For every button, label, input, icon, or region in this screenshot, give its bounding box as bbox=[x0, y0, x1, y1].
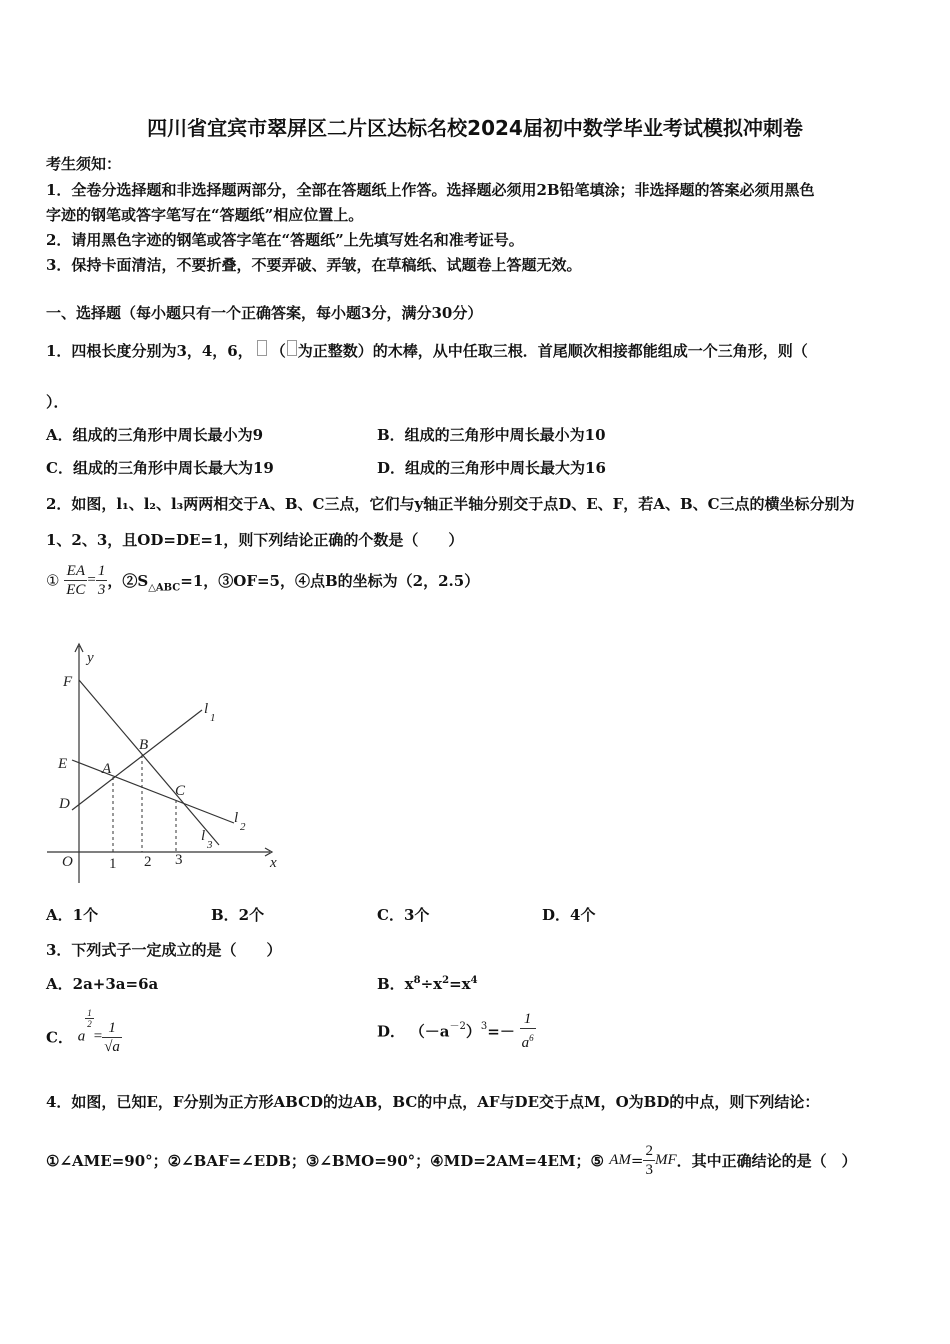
question-2-line2: 1、2、3，且OD=DE=1，则下列结论正确的个数是（ ） bbox=[46, 531, 464, 549]
q2-c3: =1，③OF=5，④点B的坐标为（2，2.5） bbox=[180, 572, 480, 590]
fraction-two-thirds bbox=[643, 1142, 655, 1179]
label-y: y bbox=[87, 650, 94, 666]
exp: －2 bbox=[449, 1021, 466, 1032]
label-e: E bbox=[58, 756, 68, 772]
q2-option-b: B．2个 bbox=[211, 906, 265, 924]
q4-c-tail: ．其中正确结论的是（ ） bbox=[676, 1152, 857, 1170]
label-d: D bbox=[59, 796, 70, 812]
q1-option-d: D．组成的三角形中周长最大为16 bbox=[377, 459, 606, 477]
equals-sign: = bbox=[93, 1028, 103, 1045]
q1-option-c: C．组成的三角形中周长最大为19 bbox=[46, 459, 274, 477]
notice-item: 3．保持卡面清洁，不要折叠，不要弄破、弄皱，在草稿纸、试题卷上答题无效。 bbox=[46, 256, 582, 274]
equals-sign: = bbox=[87, 572, 96, 588]
q3-b-mid: ÷x bbox=[420, 975, 443, 993]
fraction-one-over-a6 bbox=[520, 1010, 536, 1052]
q2-option-c: C．3个 bbox=[377, 906, 430, 924]
section-heading: 一、选择题（每小题只有一个正确答案，每小题3分，满分30分） bbox=[46, 304, 483, 322]
missing-glyph-icon bbox=[257, 340, 267, 356]
tick-2: 2 bbox=[144, 854, 152, 870]
label-l2-sub: 2 bbox=[240, 821, 246, 833]
frac-den: EC bbox=[66, 582, 86, 598]
q3-c-exponent bbox=[85, 1008, 94, 1029]
frac-den: √a bbox=[104, 1038, 120, 1055]
q3-option-d bbox=[377, 1010, 536, 1052]
label-l3-sub: 3 bbox=[207, 839, 213, 851]
tick-1: 1 bbox=[109, 856, 117, 872]
q2-c2: ，②S bbox=[107, 572, 149, 590]
label-l2: l bbox=[234, 810, 239, 826]
question-1-tail: ）． bbox=[46, 393, 69, 411]
frac-num: 2 bbox=[645, 1143, 653, 1159]
question-2-line1: 2．如图，l₁、l₂、l₃两两相交于A、B、C三点，它们与y轴正半轴分别交于点D、E、F，若A、B、C三点的横坐标分别为 bbox=[46, 495, 855, 513]
frac-den: 3 bbox=[645, 1162, 653, 1178]
notice-item: 1．全卷分选择题和非选择题两部分，全部在答题纸上作答。选择题必须用2B铅笔填涂；非选择题的答案必须用黑色 bbox=[46, 181, 815, 199]
q3-option-a: A．2a+3a=6a bbox=[46, 975, 159, 993]
missing-glyph-icon bbox=[287, 340, 297, 356]
frac-den: 2 bbox=[87, 1019, 92, 1029]
frac-num: EA bbox=[64, 562, 87, 581]
q3-c-label: C． bbox=[46, 1028, 73, 1047]
fraction-one-over-sqrt-a bbox=[102, 1019, 122, 1056]
frac-den bbox=[520, 1029, 536, 1052]
question-1-stem bbox=[46, 340, 808, 361]
label-b: B bbox=[139, 737, 149, 753]
q1-stem-b: （ bbox=[270, 342, 286, 360]
q4-conclusions bbox=[46, 1142, 857, 1179]
fraction-ea-ec bbox=[64, 562, 87, 599]
q3-option-c bbox=[46, 1008, 122, 1056]
label-l3: l bbox=[201, 828, 206, 844]
q4-c-rhs: MF bbox=[654, 1152, 677, 1168]
exp: 6 bbox=[529, 1033, 534, 1043]
question-4-stem: 4．如图，已知E，F分别为正方形ABCD的边AB，BC的中点，AF与DE交于点M，O为BD的中点，则下列结论： bbox=[46, 1093, 820, 1111]
q3-d-label: D． bbox=[377, 1022, 406, 1041]
frac-num: 1 bbox=[520, 1010, 536, 1029]
q3-option-b bbox=[377, 973, 478, 994]
q4-c-lhs: AM bbox=[609, 1152, 631, 1168]
label-c: C bbox=[175, 783, 186, 799]
question-3-stem: 3．下列式子一定成立的是（ ） bbox=[46, 941, 282, 959]
frac-num: 1 bbox=[102, 1019, 122, 1038]
exp: 2 bbox=[442, 975, 450, 986]
q2-conclusions bbox=[46, 562, 479, 599]
label-a: A bbox=[102, 761, 112, 777]
q3-b-mid2: =x bbox=[449, 975, 471, 993]
q2-c1-mark: ① bbox=[46, 571, 60, 590]
notice-item: 2．请用黑色字迹的钢笔或答字笔在“答题纸”上先填写姓名和准考证号。 bbox=[46, 231, 524, 249]
q3-c-base: a bbox=[77, 1028, 86, 1045]
q2-option-a: A．1个 bbox=[46, 906, 99, 924]
q1-option-b: B．组成的三角形中周长最小为10 bbox=[377, 426, 606, 444]
q3-d-eq: =－ bbox=[487, 1022, 515, 1041]
line-l3 bbox=[79, 680, 219, 845]
label-l1-sub: 1 bbox=[210, 712, 216, 724]
q3-d-expr: （－a bbox=[409, 1022, 450, 1041]
exp: 4 bbox=[470, 975, 478, 986]
q1-option-a: A．组成的三角形中周长最小为9 bbox=[46, 426, 264, 444]
frac-den: 3 bbox=[97, 582, 106, 598]
frac-num: 1 bbox=[87, 1008, 92, 1018]
label-x: x bbox=[270, 855, 277, 871]
label-f: F bbox=[63, 674, 73, 690]
equals-sign: = bbox=[630, 1151, 644, 1170]
label-l1: l bbox=[204, 701, 209, 717]
page-title: 四川省宜宾市翠屏区二片区达标名校2024届初中数学毕业考试模拟冲刺卷 bbox=[147, 116, 803, 140]
exp: 8 bbox=[413, 975, 421, 986]
label-o: O bbox=[62, 854, 73, 870]
tick-3: 3 bbox=[175, 852, 183, 868]
q3-d-close: ） bbox=[465, 1022, 481, 1041]
q4-c-text: ①∠AME=90°；②∠BAF=∠EDB；③∠BMO=90°；④MD=2AM=4EM；⑤ bbox=[46, 1152, 604, 1170]
coordinate-figure bbox=[42, 640, 282, 885]
frac-num: 1 bbox=[97, 563, 106, 579]
q1-stem-c: 为正整数）的木棒，从中任取三根．首尾顺次相接都能组成一个三角形，则（ bbox=[297, 342, 808, 360]
exp: 3 bbox=[480, 1021, 488, 1032]
notice-item: 字迹的钢笔或答字笔写在“答题纸”相应位置上。 bbox=[46, 206, 364, 224]
den-base: a bbox=[521, 1035, 530, 1051]
q2-option-d: D．4个 bbox=[542, 906, 596, 924]
q2-c2-sub: △ABC bbox=[148, 582, 181, 594]
fraction-one-third bbox=[96, 562, 108, 599]
notice-heading: 考生须知： bbox=[46, 155, 122, 173]
q1-stem-a: 1．四根长度分别为3，4，6， bbox=[46, 342, 253, 360]
q3-b-pre: B．x bbox=[377, 975, 414, 993]
